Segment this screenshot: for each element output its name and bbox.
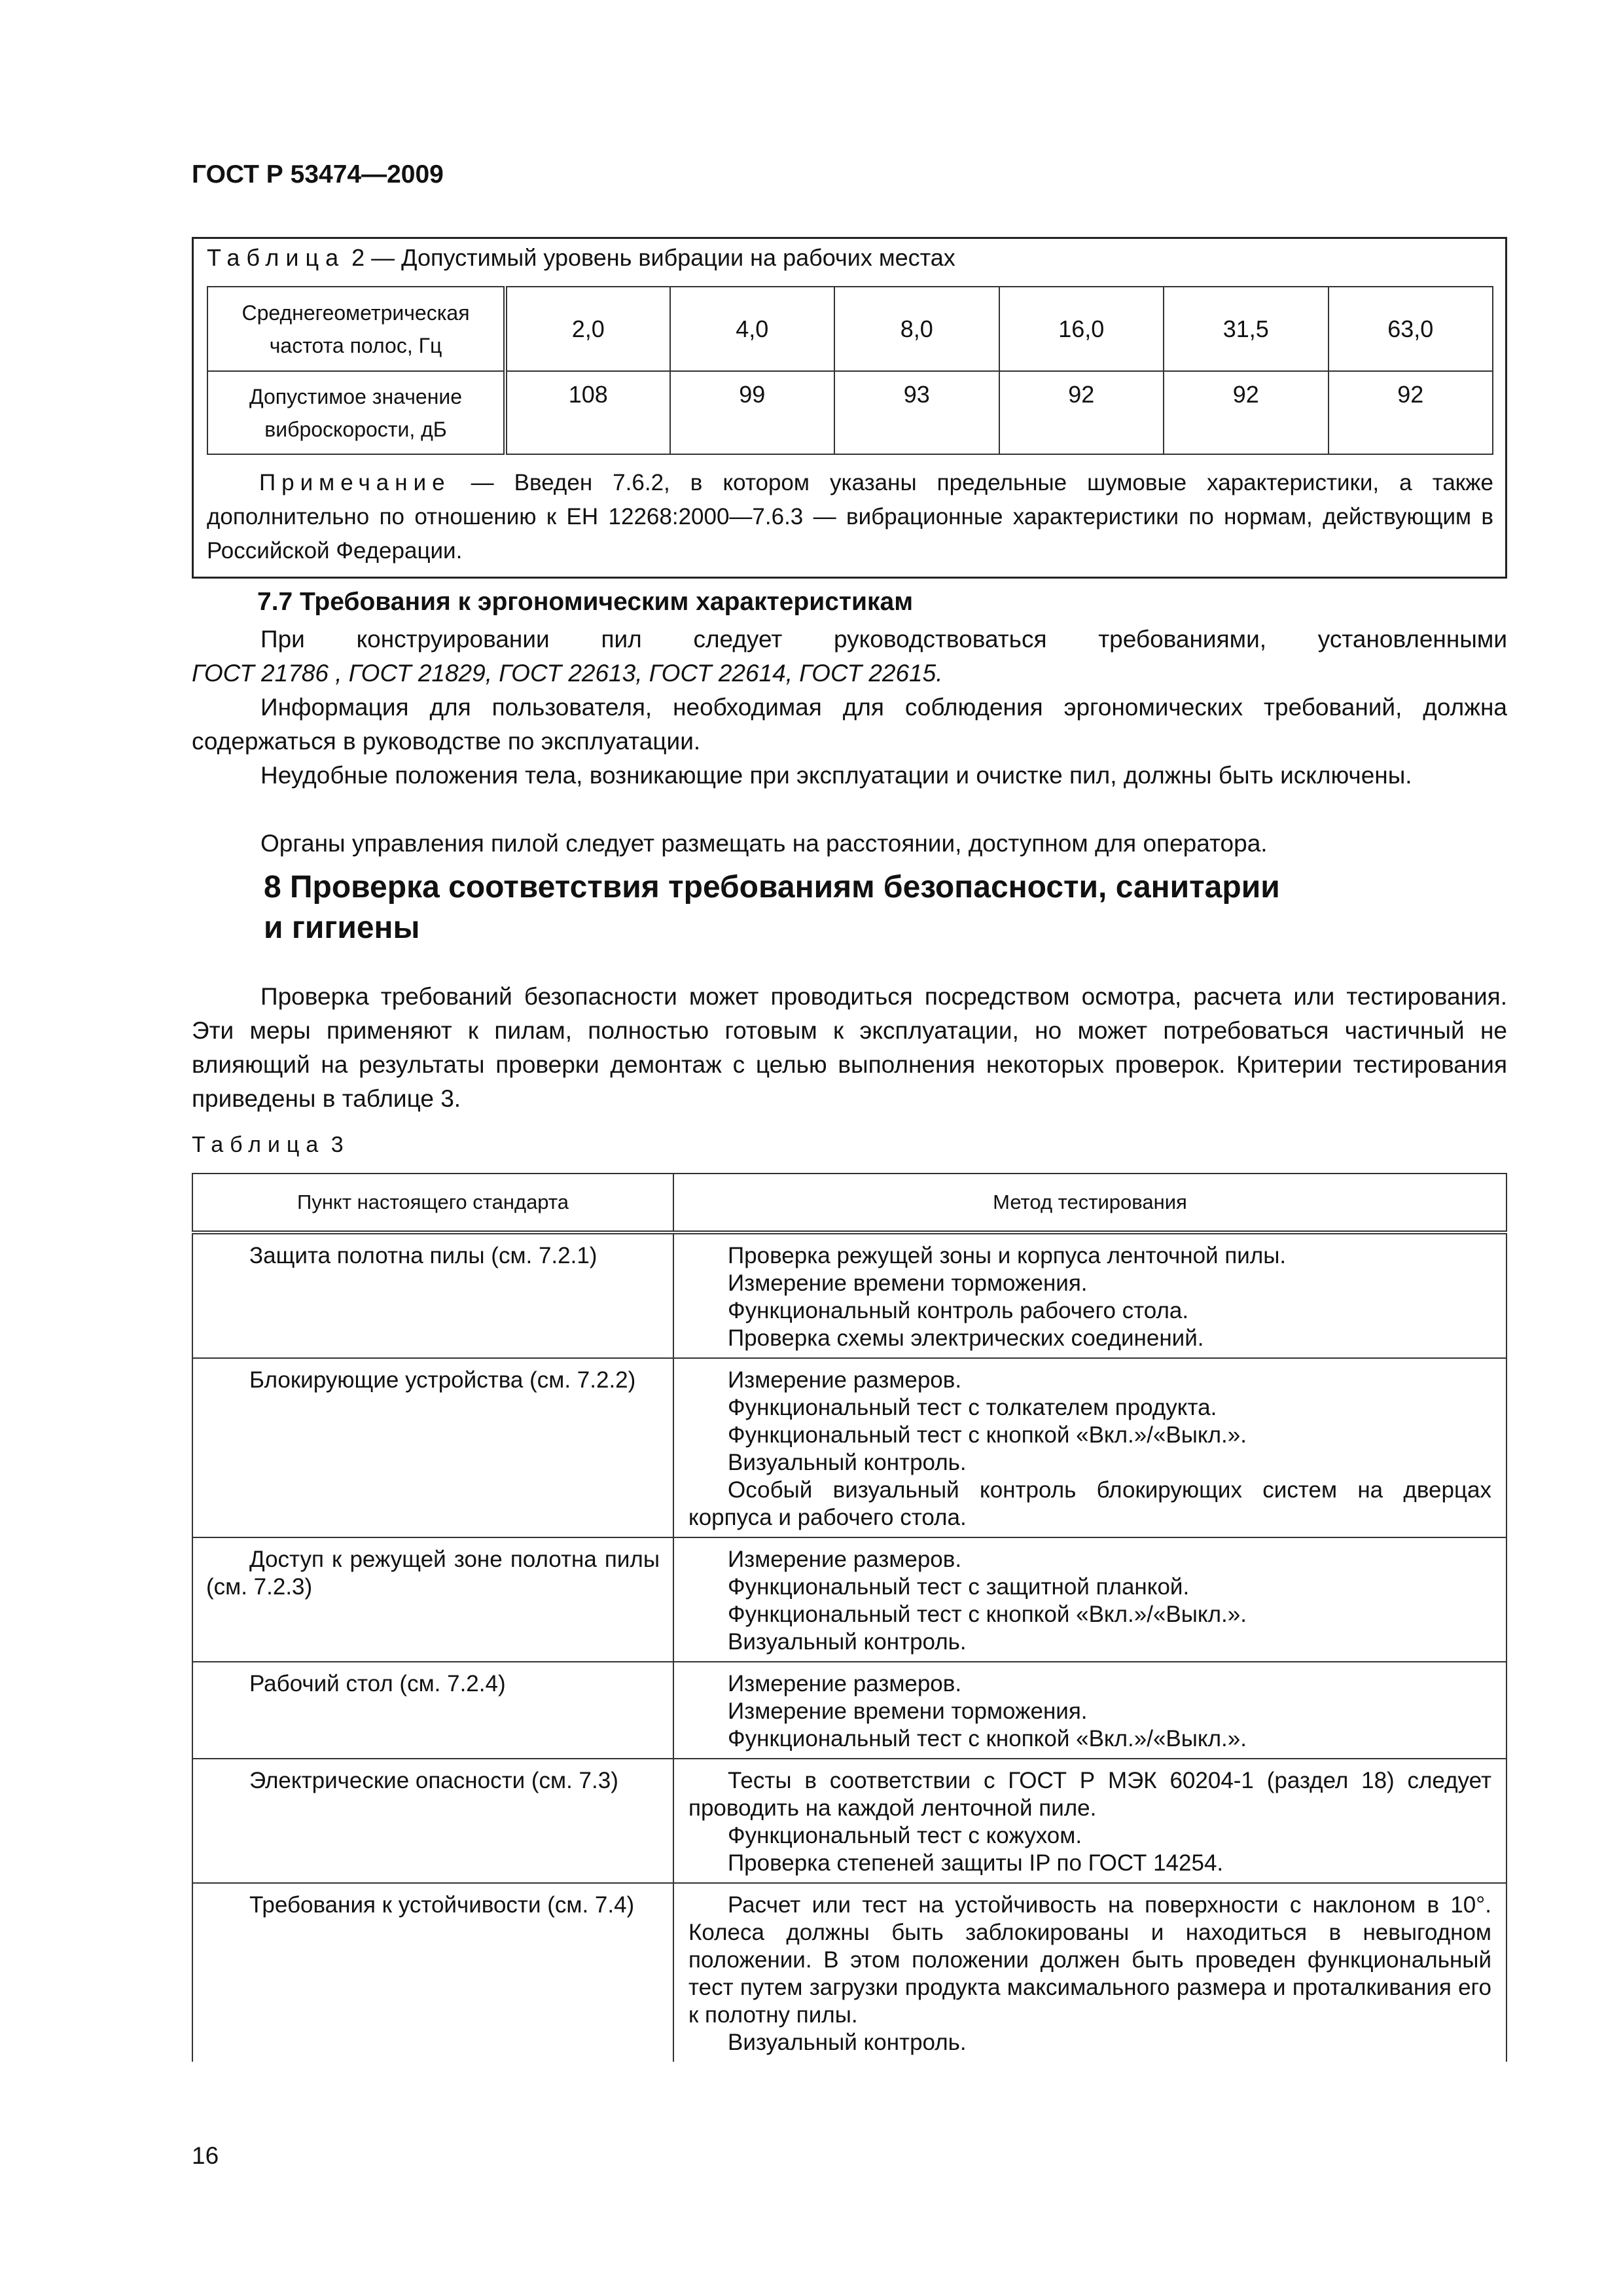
method-line: Проверка схемы электрических соединений. — [728, 1325, 1204, 1351]
column-header-method: Метод тестирования — [673, 1174, 1507, 1232]
table3-caption — [192, 1132, 344, 1158]
method-line: Расчет или тест на устойчивость на поверхности с наклоном в 10°. Колеса должны быть заблокированы и находиться в невыгодном положении. В этом положении должен быть проведен функциональный тест путем загрузки продукта максимального размера и проталкивания его к полотну пилы. — [688, 1892, 1491, 2028]
section-7-7-title: 7.7 Требования к эргономическим характеристикам — [257, 588, 914, 616]
table-cell: 31,5 — [1164, 287, 1329, 371]
test-methods-table — [192, 1173, 1507, 2062]
vibration-table — [207, 286, 1493, 455]
row-header-frequency: Среднегеометрическая частота полос, Гц — [207, 287, 505, 371]
method-cell — [673, 1537, 1507, 1662]
section-8-title-line1: 8 Проверка соответствия требованиям безопасности, санитарии — [264, 870, 1280, 905]
method-line: Функциональный тест с толкателем продукта. — [728, 1395, 1217, 1420]
standards-list: ГОСТ 21786 , ГОСТ 21829, ГОСТ 22613, ГОСТ 22614, ГОСТ 22615. — [192, 660, 943, 687]
row-header-velocity: Допустимое значение виброскорости, дБ — [207, 371, 505, 454]
table2-caption-word: Таблица — [207, 244, 346, 271]
method-cell — [673, 1662, 1507, 1759]
method-line: Тесты в соответствии с ГОСТ Р МЭК 60204-1 (раздел 18) следует проводить на каждой ленточной пиле. — [688, 1768, 1491, 1821]
table-cell: 92 — [1164, 371, 1329, 454]
method-cell — [673, 1232, 1507, 1358]
item-cell: Электрические опасности (см. 7.3) — [192, 1759, 673, 1883]
method-line: Функциональный тест с кнопкой «Вкл.»/«Выкл.». — [728, 1602, 1247, 1627]
table-cell: 99 — [670, 371, 835, 454]
table-row — [192, 1883, 1507, 2062]
paragraph: Информация для пользователя, необходимая для соблюдения эргономических требований, должна содержаться в руководстве по эксплуатации. — [192, 694, 1507, 755]
table2-caption-text: 2 — Допустимый уровень вибрации на рабочих местах — [345, 244, 955, 271]
table2-caption — [207, 244, 955, 272]
table3-caption-word: Таблица — [192, 1132, 325, 1157]
document-header: ГОСТ Р 53474—2009 — [192, 160, 444, 188]
table-cell: 4,0 — [670, 287, 835, 371]
method-line: Измерение времени торможения. — [728, 1270, 1088, 1296]
method-line: Функциональный контроль рабочего стола. — [728, 1298, 1189, 1323]
table-cell: 16,0 — [999, 287, 1164, 371]
note-word: Примечание — [259, 470, 451, 495]
method-line: Функциональный тест с кожухом. — [728, 1823, 1082, 1848]
item-cell: Требования к устойчивости (см. 7.4) — [192, 1883, 673, 2062]
table-cell: 92 — [999, 371, 1164, 454]
section-8-title — [264, 867, 1280, 948]
paragraph: При конструировании пил следует руководствоваться требованиями, установленными — [260, 626, 1507, 653]
table-cell: 108 — [505, 371, 670, 454]
method-line: Функциональный тест с кнопкой «Вкл.»/«Выкл.». — [728, 1726, 1247, 1751]
method-line: Функциональный тест с защитной планкой. — [728, 1574, 1190, 1600]
method-line: Измерение размеров. — [728, 1671, 962, 1696]
table-row — [192, 1537, 1507, 1662]
method-line: Измерение размеров. — [728, 1367, 962, 1393]
method-line: Измерение времени торможения. — [728, 1698, 1088, 1724]
item-cell: Защита полотна пилы (см. 7.2.1) — [192, 1232, 673, 1358]
item-cell: Рабочий стол (см. 7.2.4) — [192, 1662, 673, 1759]
paragraph: Неудобные положения тела, возникающие при эксплуатации и очистке пил, должны быть исключены. — [260, 762, 1412, 789]
table-row — [192, 1232, 1507, 1358]
table-header-row — [192, 1174, 1507, 1232]
method-line: Проверка степеней защиты IP по ГОСТ 14254. — [728, 1850, 1224, 1876]
table-row — [192, 1759, 1507, 1883]
column-header-item: Пункт настоящего стандарта — [192, 1174, 673, 1232]
method-line: Измерение размеров. — [728, 1547, 962, 1572]
table-row — [192, 1662, 1507, 1759]
table-row — [192, 1358, 1507, 1537]
page-number: 16 — [192, 2142, 219, 2169]
paragraph: Проверка требований безопасности может проводиться посредством осмотра, расчета или тестирования. Эти меры применяют к пилам, полностью готовым к эксплуатации, но может потребоваться частичный не влияющий на результаты проверки демонтаж с целью выполнения некоторых проверок. Критерии тестирования приведены в таблице 3. — [192, 983, 1507, 1112]
table-row — [207, 287, 1493, 371]
method-line: Визуальный контроль. — [728, 1629, 967, 1655]
table-cell: 92 — [1329, 371, 1493, 454]
table-cell: 2,0 — [505, 287, 670, 371]
method-line: Функциональный тест с кнопкой «Вкл.»/«Выкл.». — [728, 1422, 1247, 1448]
method-line: Визуальный контроль. — [728, 2030, 967, 2055]
section-8-title-line2: и гигиены — [264, 910, 420, 945]
table-cell: 8,0 — [834, 287, 999, 371]
paragraph: Органы управления пилой следует размещать на расстоянии, доступном для оператора. — [260, 830, 1268, 857]
method-line: Особый визуальный контроль блокирующих систем на дверцах корпуса и рабочего стола. — [688, 1477, 1491, 1530]
method-cell — [673, 1883, 1507, 2062]
item-cell: Блокирующие устройства (см. 7.2.2) — [192, 1358, 673, 1537]
method-line: Визуальный контроль. — [728, 1450, 967, 1475]
table3-caption-num: 3 — [325, 1132, 344, 1157]
table-row — [207, 371, 1493, 454]
table-cell: 93 — [834, 371, 999, 454]
note-text: — Введен 7.6.2, в котором указаны предельные шумовые характеристики, а также дополнительно по отношению к ЕН 12268:2000—7.6.3 — вибрационные характеристики по нормам, действующим в Российской Федерации. — [207, 470, 1493, 564]
method-cell — [673, 1358, 1507, 1537]
paragraph — [192, 656, 1507, 691]
table-cell: 63,0 — [1329, 287, 1493, 371]
method-cell — [673, 1759, 1507, 1883]
item-cell: Доступ к режущей зоне полотна пилы (см. 7.2.3) — [192, 1537, 673, 1662]
table2-note — [207, 466, 1493, 568]
method-line: Проверка режущей зоны и корпуса ленточной пилы. — [728, 1243, 1287, 1268]
